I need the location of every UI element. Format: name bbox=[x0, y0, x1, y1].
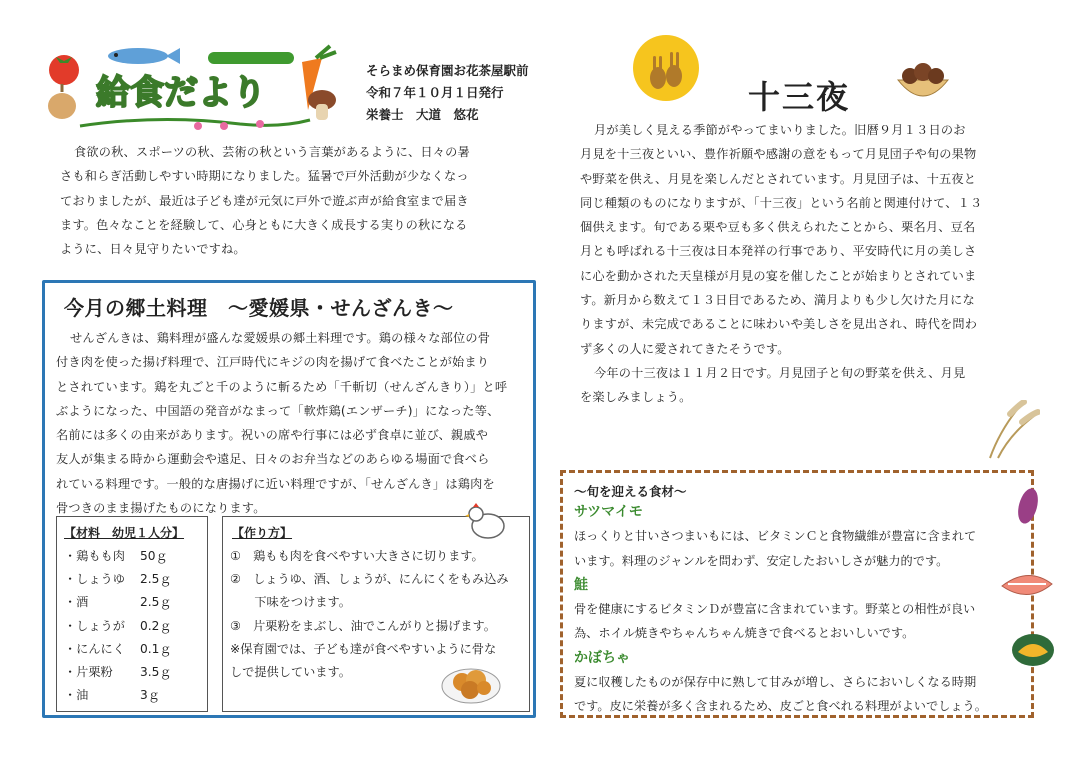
pumpkin-icon bbox=[1010, 626, 1056, 668]
jusanya-line: 同じ種類のものになりますが、「十三夜」という名前と関連付けて、１３ bbox=[580, 195, 983, 210]
jusanya-line: や野菜を供え、月見を楽しんだとされています。月見団子は、十五夜と bbox=[580, 171, 977, 186]
material-row bbox=[64, 638, 172, 661]
material-name: ・油 bbox=[64, 688, 89, 703]
jusanya-line: ず多くの人に愛されてきたそうです。 bbox=[580, 341, 790, 356]
food-desc-line: 為、ホイル焼きやちゃんちゃん焼きで食べるとおいしいです。 bbox=[574, 626, 915, 641]
material-amount: 3ｇ bbox=[140, 688, 160, 703]
material-row bbox=[64, 568, 172, 591]
jusanya-line: りますが、未完成であることに味わいや美しさを見出され、時代を問わ bbox=[580, 317, 978, 332]
issuer-info bbox=[366, 60, 529, 126]
dish-line: 付き肉を使った揚げ料理で、江戸時代にキジの肉を揚げて食べたことが始まり bbox=[56, 355, 490, 370]
jusanya-line: す。新月から数えて１３日目であるため、満月よりも少し欠けた月にな bbox=[580, 293, 975, 308]
jusanya-body bbox=[580, 118, 1020, 410]
material-amount: 0.2ｇ bbox=[140, 618, 172, 633]
dish-line: 名前には多くの由来があります。祝いの席や行事には必ず食卓に並び、親戚や bbox=[56, 428, 489, 443]
sweet-potato-icon bbox=[1014, 486, 1042, 526]
material-amount: 50ｇ bbox=[140, 549, 168, 563]
jusanya-line: を楽しみましょう。 bbox=[580, 390, 692, 405]
dish-line: せんざんきは、鶏料理が盛んな愛媛県の郷土料理です。鶏の様々な部位の骨 bbox=[70, 331, 491, 345]
seasonal-title: ～旬を迎える食材～ bbox=[574, 484, 687, 499]
material-name: ・しょうゆ bbox=[64, 572, 125, 587]
jusanya-line: 月見を十三夜といい、豊作祈願や感謝の意をもって月見団子や旬の果物 bbox=[580, 147, 977, 162]
step-line: ② しょうゆ、酒、しょうが、にんにくをもみ込み bbox=[230, 572, 509, 587]
dish-line: 友人が集まる時から運動会や遠足、日々のお弁当などのあらゆる場面で食べら bbox=[56, 452, 490, 467]
moon-rabbit-icon bbox=[632, 34, 700, 102]
material-amount: 2.5ｇ bbox=[140, 572, 172, 587]
fish-icon bbox=[108, 48, 180, 64]
local-dish-title: 今月の郷土料理 ～愛媛県・せんざんき～ bbox=[64, 296, 454, 320]
step-line: ① 鶏もも肉を食べやすい大きさに切ります。 bbox=[230, 549, 484, 563]
food-name: かぼちゃ bbox=[574, 649, 630, 666]
dish-line: ぶようになった、中国語の発音がなまって「軟炸鶏(エンザーチ)」になった等、 bbox=[56, 403, 500, 418]
issuer-line: 令和７年１０月１日発行 bbox=[366, 85, 504, 100]
step-line: 下味をつけます。 bbox=[230, 595, 351, 610]
jusanya-title: 十三夜 bbox=[748, 78, 851, 116]
material-row bbox=[64, 615, 172, 638]
chicken-icon bbox=[464, 502, 508, 542]
mushroom-icon bbox=[308, 90, 336, 120]
jusanya-line: 今年の十三夜は１１月２日です。月見団子と旬の野菜を供え、月見 bbox=[594, 365, 966, 380]
material-name: ・鶏もも肉 bbox=[64, 549, 125, 563]
food-desc-line: 夏に収穫したものが保存中に熟して甘みが増し、さらにおいしくなる時期 bbox=[574, 675, 977, 690]
material-amount: 2.5ｇ bbox=[140, 595, 172, 610]
intro-line: ように、日々見守りたいですね。 bbox=[60, 242, 246, 257]
issuer-line: 栄養士 大道 悠花 bbox=[366, 107, 479, 122]
newsletter-logo bbox=[40, 44, 350, 134]
onion-icon bbox=[48, 84, 76, 119]
material-row bbox=[64, 661, 172, 684]
chestnut-basket-icon bbox=[894, 58, 952, 108]
material-row bbox=[64, 591, 172, 614]
material-row bbox=[64, 684, 172, 707]
material-row bbox=[64, 545, 172, 568]
food-name: サツマイモ bbox=[574, 504, 643, 520]
dish-line: れている料理です。一般的な唐揚げに近い料理ですが、「せんざんき」は鶏肉を bbox=[56, 476, 495, 491]
jusanya-line: 月とも呼ばれる十三夜は日本発祥の行事であり、平安時代に月の美しさ bbox=[580, 244, 977, 259]
seasonal-body bbox=[574, 500, 1030, 719]
intro-paragraph bbox=[60, 140, 520, 261]
dish-line: 骨つきのまま揚げたものになります。 bbox=[56, 501, 266, 516]
food-desc-line: 骨を健康にするビタミンＤが豊富に含まれています。野菜との相性が良い bbox=[574, 602, 976, 617]
material-name: ・しょうが bbox=[64, 618, 125, 633]
food-desc-line: ほっくりと甘いさつまいもには、ビタミンＣと食物繊維が豊富に含まれて bbox=[574, 529, 977, 544]
material-name: ・にんにく bbox=[64, 641, 125, 656]
local-dish-body bbox=[56, 326, 530, 520]
intro-line: 食欲の秋、スポーツの秋、芸術の秋という言葉があるように、日々の暑 bbox=[74, 145, 470, 159]
karaage-icon bbox=[440, 656, 502, 706]
food-name: 鮭 bbox=[574, 576, 588, 593]
material-amount: 3.5ｇ bbox=[140, 665, 172, 680]
jusanya-line: 個供えます。旬である栗や豆も多く供えられたことから、栗名月、豆名 bbox=[580, 220, 976, 235]
jusanya-line: に心を動かされた天皇様が月見の宴を催したことが始まりとされていま bbox=[580, 268, 977, 283]
intro-line: ておりましたが、最近は子ども達が元気に戸外で遊ぶ声が給食室まで届き bbox=[60, 193, 469, 208]
cucumber-icon bbox=[208, 52, 294, 64]
material-amount: 0.1ｇ bbox=[140, 641, 172, 656]
food-desc-line: です。皮に栄養が多く含まれるため、皮ごと食べれる料理がよいでしょう。 bbox=[574, 699, 987, 714]
salmon-icon bbox=[998, 566, 1056, 604]
dish-line: とされています。鶏を丸ごと千のように斬るため「千斬切（せんざんきり）」と呼 bbox=[56, 379, 508, 394]
logo-title: 給食だより bbox=[96, 73, 266, 113]
materials-title: 【材料 幼児１人分】 bbox=[64, 526, 185, 540]
step-line: ③ 片栗粉をまぶし、油でこんがりと揚げます。 bbox=[230, 618, 496, 633]
materials-list bbox=[64, 545, 172, 707]
intro-line: さも和らぎ活動しやすい時期になりました。猛暑で戸外活動が少なくなっ bbox=[60, 169, 469, 184]
tomato-icon bbox=[49, 55, 79, 85]
food-desc-line: います。料理のジャンルを問わず、安定したおいしさが魅力的です。 bbox=[574, 553, 949, 568]
material-name: ・酒 bbox=[64, 595, 89, 610]
pampas-grass-icon bbox=[980, 400, 1040, 460]
jusanya-line: 月が美しく見える季節がやってまいりました。旧暦９月１３日のお bbox=[594, 123, 966, 137]
steps-title: 【作り方】 bbox=[232, 526, 293, 540]
material-name: ・片栗粉 bbox=[64, 665, 113, 680]
step-line: しで提供しています。 bbox=[230, 665, 351, 680]
step-line: ※保育園では、子ども達が食べやすいように骨な bbox=[230, 641, 497, 656]
issuer-line: そらまめ保育園お花茶屋駅前 bbox=[366, 63, 529, 78]
intro-line: ます。色々なことを経験して、心身ともに大きく成長する実りの秋になる bbox=[60, 217, 468, 232]
